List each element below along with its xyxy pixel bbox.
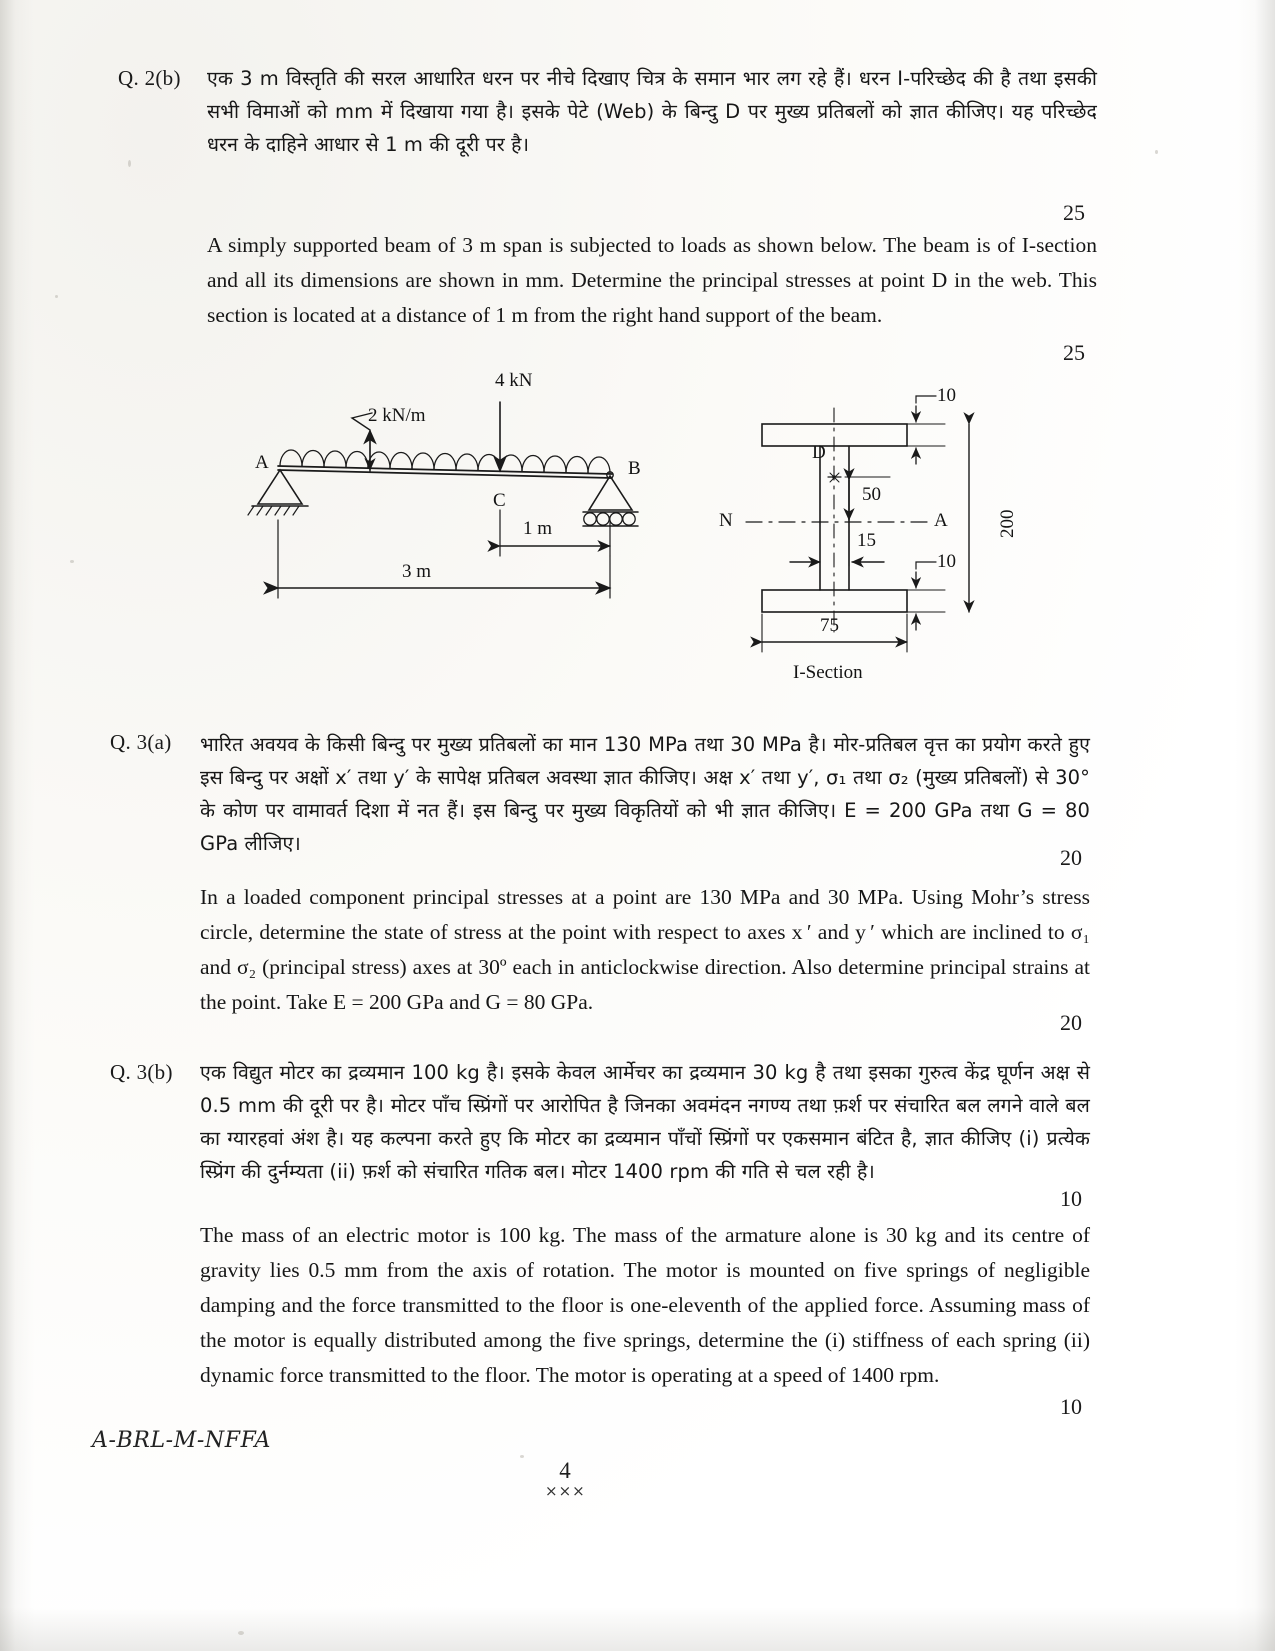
- paper-speck: [55, 295, 58, 298]
- question-3b-label: Q. 3(b): [110, 1060, 173, 1084]
- section-point-d-label: D: [812, 442, 826, 463]
- beam-dim-3m-label: 3 m: [402, 561, 432, 582]
- question-2b-marks-hindi: 25: [1063, 200, 1085, 225]
- question-3b-marks-hindi: 10: [1060, 1186, 1082, 1211]
- beam-udl-label: 2 kN/m: [368, 405, 426, 426]
- figure-svg: [0, 370, 1275, 700]
- beam-support-b-label: B: [628, 458, 641, 479]
- paper-speck: [1155, 150, 1158, 154]
- question-3a-label: Q. 3(a): [110, 730, 172, 754]
- beam-support-a-label: A: [255, 452, 269, 473]
- section-axis-a-label: A: [934, 510, 948, 531]
- question-2b-hindi: एक 3 m विस्तृति की सरल आधारित धरन पर नीचे दिखाए चित्र के समान भार लग रहे हैं। धरन I-परिच्छेद की है तथा इसकी सभी विमाओं को mm में दिखाया गया है। इसके पेटे (Web) के बिन्दु D पर मुख्य प्रतिबलों को ज्ञात कीजिए। यह परिच्छेद धरन के दाहिने आधार से 1 m की दूरी पर है।: [207, 67, 1097, 156]
- paper-speck: [128, 160, 131, 167]
- paper-speck: [520, 1455, 524, 1458]
- section-bottom-flange-thickness-label: 10: [937, 551, 956, 572]
- beam-point-load-label: 4 kN: [495, 370, 533, 391]
- question-3b-hindi: एक विद्युत मोटर का द्रव्यमान 100 kg है। इसके केवल आर्मेचर का द्रव्यमान 30 kg है तथा इसका गुरुत्व केंद्र घूर्णन अक्ष से 0.5 mm की दूरी पर है। मोटर पाँच स्प्रिंगों पर आरोपित है जिनका अवमंदन नगण्य तथा फ़र्श पर संचारित बल लगने वाले बल का ग्यारहवां अंश है। यह कल्पना करते हुए कि मोटर का द्रव्यमान पाँचों स्प्रिंगों पर एकसमान बंटित है, ज्ञात कीजिए (i) प्रत्येक स्प्रिंग की दुर्नम्यता (ii) फ़र्श को संचारित गतिक बल। मोटर 1400 rpm की गति से चल रही है।: [200, 1061, 1090, 1183]
- paper-speck: [238, 1631, 244, 1635]
- section-caption: I-Section: [793, 662, 863, 683]
- section-width-75-label: 75: [820, 615, 839, 636]
- question-3a-marks-hindi: 20: [1060, 845, 1082, 870]
- section-depth-200-label: 200: [997, 509, 1018, 538]
- question-2b-marks-english: 25: [1063, 340, 1085, 365]
- paper-code: A-BRL-M-NFFA: [92, 1428, 272, 1453]
- question-3b-marks-english: 10: [1060, 1394, 1082, 1419]
- question-3b-english: The mass of an electric motor is 100 kg. The mass of the armature alone is 30 kg and its centre of gravity lies 0.5 mm from the axis of rotation. The motor is mounted on five springs of negligible damping and the force transmitted to the floor is one-eleventh of the applied force. Assuming mass of the motor is equally distributed among the five springs, determine the (i) stiffness of each spring (ii) dynamic force transmitted to the floor. The motor is operating at a speed of 1400 rpm.: [200, 1223, 1090, 1387]
- section-dim-50-label: 50: [862, 484, 881, 505]
- question-3a-english: In a loaded component principal stresses at a point are 130 MPa and 30 MPa. Using Mohr’s stress circle, determine the state of stress at the point with respect to axes x ′ and y ′ which are inclined to σ₁ and σ₂ (principal stress) axes at 30º each in anticlockwise direction. Also determine principal strains at the point. Take E = 200 GPa and G = 80 GPa.: [200, 885, 1090, 1014]
- section-top-flange-thickness-label: 10: [937, 385, 956, 406]
- beam-dim-1m-label: 1 m: [523, 518, 553, 539]
- question-2b-label: Q. 2(b): [118, 66, 181, 90]
- section-dim-15-label: 15: [857, 530, 876, 551]
- page-marker: ×××: [545, 1482, 586, 1500]
- figure-q2b: [0, 370, 1275, 710]
- page-number: 4: [559, 1458, 571, 1483]
- question-3a-hindi: भारित अवयव के किसी बिन्दु पर मुख्य प्रतिबलों का मान 130 MPa तथा 30 MPa है। मोर-प्रतिबल वृत्त का प्रयोग करते हुए इस बिन्दु पर अक्षों x′ तथा y′ के सापेक्ष प्रतिबल अवस्था ज्ञात कीजिए। अक्ष x′ तथा y′, σ₁ तथा σ₂ (मुख्य प्रतिबलों) से 30° के कोण पर वामावर्त दिशा में नत हैं। इस बिन्दु पर मुख्य विकृतियों को भी ज्ञात कीजिए। E = 200 GPa तथा G = 80 GPa लीजिए।: [200, 733, 1090, 855]
- question-2b-english: A simply supported beam of 3 m span is subjected to loads as shown below. The beam is of I-section and all its dimensions are shown in mm. Determine the principal stresses at point D in the web. This section is located at a distance of 1 m from the right hand support of the beam.: [207, 233, 1097, 327]
- beam-point-c-label: C: [493, 490, 506, 511]
- question-3a-marks-english: 20: [1060, 1010, 1082, 1035]
- section-axis-n-label: N: [719, 510, 733, 531]
